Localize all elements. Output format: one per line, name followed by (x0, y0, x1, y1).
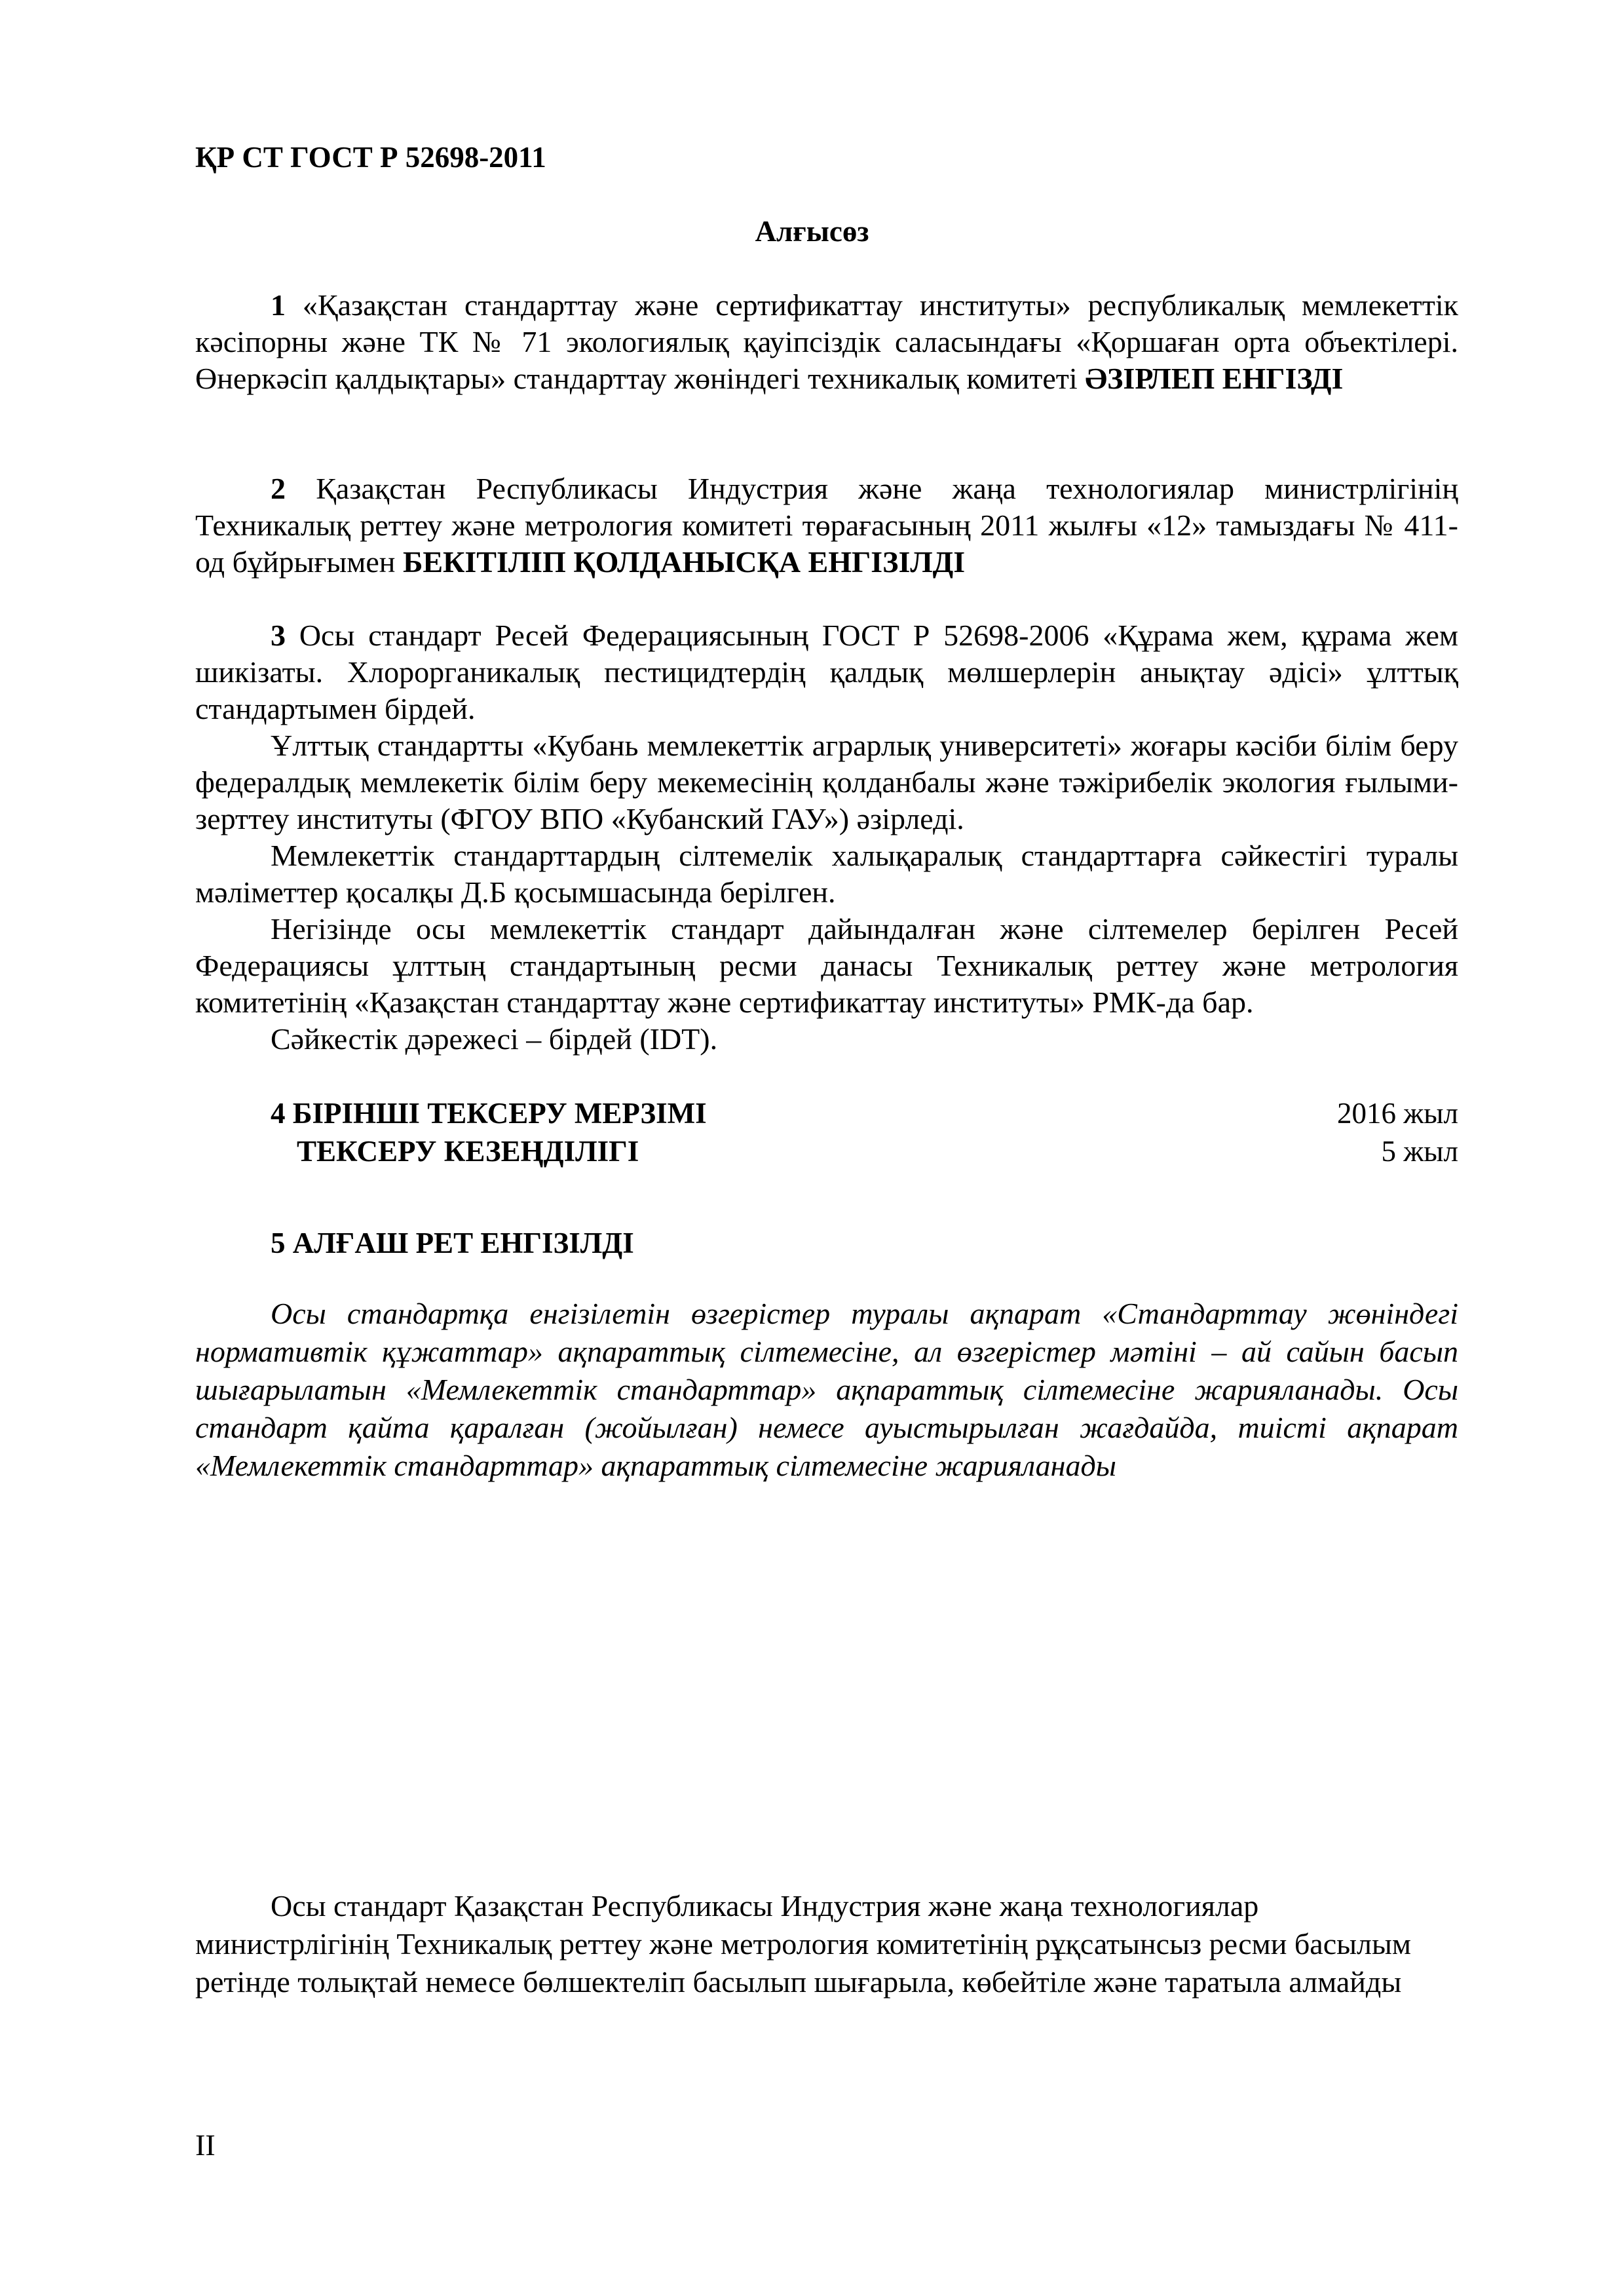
item-1-paragraph (195, 287, 1458, 397)
degree-paragraph: Сәйкестік дәрежесі – бірдей (IDT). (271, 1022, 718, 1056)
developer-paragraph: Ұлттық стандартты «Кубань мемлекеттік аграрлық университеті» жоғары кәсіби білім беру федералдық мемлекетік білім беру мекемесінің қолданбалы және тәжірибелік экология ғылыми-зерттеу институты (ФГОУ ВПО «Кубанский ГАУ») әзірледі. (195, 729, 1458, 835)
page-number: II (195, 2128, 216, 2162)
conformity-paragraph: Мемлекеттік стандарттардың сілтемелік халықаралық стандарттарға сәйкестігі туралы мәліметтер қосалқы Д.Б қосымшасында берілген. (195, 839, 1458, 909)
basis-paragraph: Негізінде осы мемлекеттік стандарт дайындалған және сілтемелер берілген Ресей Федерациясы ұлттың стандартының ресми данасы Техникалық реттеу және метрология комитетінің «Қазақстан стандарттау және сертификаттау институты» РМК-да бар. (195, 912, 1458, 1019)
review-period-row (271, 1132, 1458, 1170)
preface-title: Алғысөз (755, 215, 869, 248)
copyright-notice: Осы стандарт Қазақстан Республикасы Индустрия және жаңа технологиялар министрлігінің Техникалық реттеу және метрология комитетінің рұқсатынсыз ресми басылым ретінде толықтай немесе бөлшектеліп басылып шығарыла, көбейтіле және таратыла алмайды (195, 1889, 1411, 1999)
review-period-label: ТЕКСЕРУ КЕЗЕҢДІЛІГІ (297, 1135, 639, 1168)
item-3-paragraph (195, 617, 1458, 727)
item-2-paragraph (195, 470, 1458, 581)
item-1-number: 1 (271, 288, 286, 322)
first-introduced-heading: 5 АЛҒАШ РЕТ ЕНГІЗІЛДІ (271, 1227, 634, 1259)
document-code: ҚР СТ ГОСТ Р 52698-2011 (195, 141, 546, 174)
item-2-bold-text: БЕКІТІЛІП ҚОЛДАНЫСҚА ЕНГІЗІЛДІ (402, 545, 966, 579)
item-2-text: Қазақстан Республикасы Индустрия және жаңа технологиялар министрлігінің Техникалық реттеу және метрология комитеті төрағасының 2011 жылғы «12» тамыздағы № 411-од бұйрығымен (195, 472, 1458, 579)
item-3-number: 3 (271, 619, 286, 652)
first-review-label: 4 БІРІНШІ ТЕКСЕРУ МЕРЗІМІ (271, 1097, 707, 1130)
first-review-value: 2016 жыл (1336, 1097, 1458, 1130)
item-3-text: Осы стандарт Ресей Федерациясының ГОСТ Р 52698-2006 «Құрама жем, құрама жем шикізаты. Хлорорганикалық пестицидтердің қалдық мөлшерлерін анықтау әдісі» ұлттық стандартымен бірдей. (195, 619, 1458, 725)
first-review-row (271, 1094, 1458, 1132)
item-1-bold-text: ӘЗІРЛЕП ЕНГІЗДІ (1085, 362, 1344, 395)
review-period-value: 5 жыл (1381, 1135, 1458, 1168)
amendments-note: Осы стандартқа енгізілетін өзгерістер туралы ақпарат «Стандарттау жөніндегі нормативтік құжаттар» ақпараттық сілтемесіне, ал өзгерістер мәтіні – ай сайын басып шығарылатын «Мемлекеттік стандарттар» ақпараттық сілтемесіне жарияланады. Осы стандарт қайта қаралған (жойылған) немесе ауыстырылған жағдайда, тиісті ақпарат «Мемлекеттік стандарттар» ақпараттық сілтемесіне жарияланады (195, 1297, 1458, 1482)
item-2-number: 2 (271, 472, 286, 505)
item-1-text: «Қазақстан стандарттау және сертификаттау институты» республикалық мемлекеттік кәсіпорны және ТК № 71 экологиялық қауіпсіздік саласындағы «Қоршаған орта объектілері. Өнеркәсіп қалдықтары» стандарттау жөніндегі техникалық комитеті (195, 288, 1458, 395)
